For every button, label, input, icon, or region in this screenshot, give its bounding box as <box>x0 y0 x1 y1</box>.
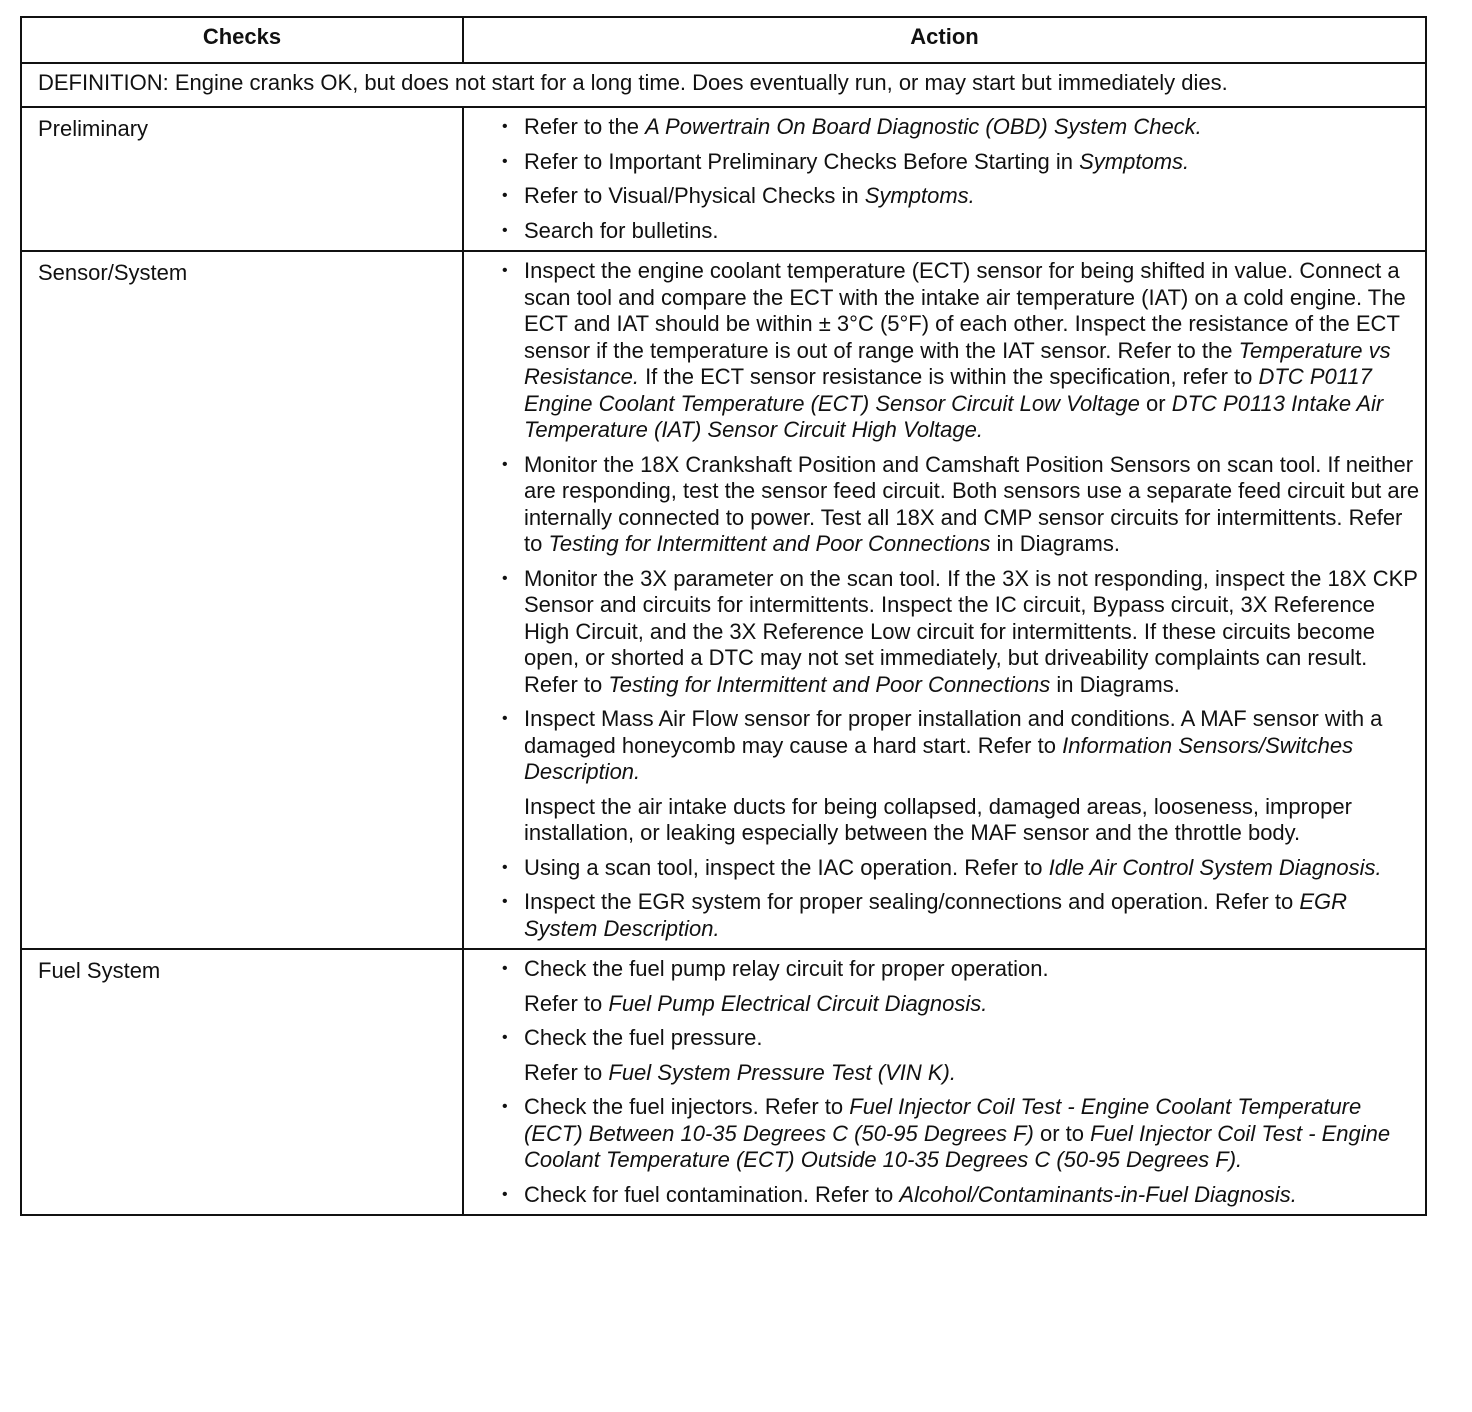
action-text: Refer to <box>524 1059 609 1085</box>
action-text: or <box>1139 390 1172 416</box>
action-paragraph <box>524 855 1423 882</box>
list-item <box>500 149 1423 176</box>
action-header: Action <box>463 17 1426 63</box>
action-text: Inspect Mass Air Flow sensor for proper installation and conditions. A MAF sensor with a damaged honeycomb may cause a hard start. Refer to <box>524 706 1383 758</box>
action-text: Inspect the air intake ducts for being collapsed, damaged areas, looseness, improper installation, or leaking especially between the MAF sensor and the throttle body. <box>524 793 1352 845</box>
action-paragraph <box>524 991 1423 1018</box>
bullet-icon: • <box>502 960 508 977</box>
action-paragraph <box>524 794 1423 847</box>
action-text: Check for fuel contamination. Refer to <box>524 1181 900 1207</box>
table-row <box>21 949 1426 1215</box>
list-item <box>500 855 1423 882</box>
reference-text: Information Sensors/Switches Description. <box>524 732 1354 784</box>
table-row <box>21 107 1426 251</box>
reference-text: A Powertrain On Board Diagnostic (OBD) System Check. <box>645 114 1202 139</box>
action-text: Monitor the 3X parameter on the scan tool. If the 3X is not responding, inspect the 18X CKP Sensor and circuits for intermittents. Inspect the IC circuit, Bypass circuit, 3X Reference High Circuit, and the 3X Reference Low circuit for intermittents. If these circuits become open, or shorted a DTC may not set immediately, but driveability complaints can result. Refer to <box>524 565 1418 697</box>
action-text: Refer to Visual/Physical Checks in <box>524 183 865 208</box>
list-item <box>500 1094 1423 1174</box>
reference-text: DTC P0117 Engine Coolant Temperature (ECT) Sensor Circuit Low Voltage <box>524 364 1372 416</box>
bullet-icon: • <box>502 1098 508 1115</box>
action-paragraph <box>524 566 1423 699</box>
action-text: Check the fuel pump relay circuit for proper operation. <box>524 956 1049 981</box>
bullet-icon: • <box>502 118 508 135</box>
action-paragraph <box>524 149 1423 176</box>
reference-text: EGR System Description. <box>524 889 1347 941</box>
bullet-icon: • <box>502 1029 508 1046</box>
action-paragraph <box>524 1182 1423 1209</box>
action-text: If the ECT sensor resistance is within the specification, refer to <box>638 364 1259 389</box>
action-paragraph <box>524 1094 1423 1174</box>
action-text: Check the fuel injectors. Refer to <box>524 1094 850 1119</box>
bullet-icon: • <box>502 710 508 727</box>
list-item <box>500 183 1423 210</box>
bullet-icon: • <box>502 858 508 876</box>
check-cell: Sensor/System <box>21 251 463 949</box>
list-item <box>500 889 1423 942</box>
action-text: Refer to <box>524 990 609 1016</box>
bullet-icon: • <box>502 455 508 473</box>
reference-text: Idle Air Control System Diagnosis. <box>1048 854 1382 880</box>
action-text: in Diagrams. <box>990 531 1120 556</box>
reference-text: Fuel Injector Coil Test - Engine Coolant Temperature (ECT) Outside 10-35 Degrees C (50-95 Degrees F). <box>524 1120 1391 1172</box>
diagnostic-table <box>20 16 1427 1216</box>
action-text: Inspect the engine coolant temperature (ECT) sensor for being shifted in value. Connect a scan tool and compare the ECT with the intake air temperature (IAT) on a cold engine. The ECT and IAT should be within ± 3°C (5°F) of each other. Inspect the resistance of the ECT sensor if the temperature is out of range with the IAT sensor. Refer to the <box>524 258 1406 363</box>
action-text: Using a scan tool, inspect the IAC operation. Refer to <box>524 854 1049 880</box>
list-item <box>500 114 1423 141</box>
bullet-icon: • <box>502 262 508 279</box>
list-item <box>500 452 1423 558</box>
action-paragraph <box>524 956 1423 983</box>
definition-text: DEFINITION: Engine cranks OK, but does not start for a long time. Does eventually run, or may start but immediately dies. <box>21 63 1426 107</box>
reference-text: Alcohol/Contaminants-in-Fuel Diagnosis. <box>899 1181 1297 1207</box>
bullet-icon: • <box>502 152 508 170</box>
action-text: or to <box>1033 1120 1091 1146</box>
bullet-icon: • <box>502 893 508 910</box>
check-cell: Fuel System <box>21 949 463 1215</box>
action-text: Inspect the EGR system for proper sealing/connections and operation. Refer to <box>524 889 1300 914</box>
definition-row <box>21 63 1426 107</box>
reference-text: Testing for Intermittent and Poor Connections <box>608 671 1051 697</box>
action-paragraph <box>524 1060 1423 1087</box>
reference-text: Symptoms. <box>1079 148 1190 174</box>
action-cell <box>463 949 1426 1215</box>
action-list <box>500 956 1423 1208</box>
action-list <box>500 258 1423 942</box>
list-item <box>500 1025 1423 1086</box>
action-cell <box>463 107 1426 251</box>
list-item <box>500 258 1423 444</box>
action-paragraph <box>524 218 1423 245</box>
reference-text: Symptoms. <box>864 183 975 208</box>
bullet-icon: • <box>502 187 508 204</box>
action-text: Refer to the <box>524 114 646 139</box>
bullet-icon: • <box>502 1185 508 1203</box>
reference-text: Testing for Intermittent and Poor Connections <box>548 531 991 556</box>
reference-text: DTC P0113 Intake Air Temperature (IAT) Sensor Circuit High Voltage. <box>524 390 1384 442</box>
action-cell <box>463 251 1426 949</box>
list-item <box>500 706 1423 847</box>
action-text: in Diagrams. <box>1050 671 1180 697</box>
action-paragraph <box>524 183 1423 210</box>
action-text: Check the fuel pressure. <box>524 1025 763 1050</box>
list-item <box>500 566 1423 699</box>
bullet-icon: • <box>502 569 508 587</box>
list-item <box>500 218 1423 245</box>
table-row <box>21 251 1426 949</box>
bullet-icon: • <box>502 221 508 239</box>
action-paragraph <box>524 258 1423 444</box>
action-paragraph <box>524 1025 1423 1052</box>
list-item <box>500 1182 1423 1209</box>
check-cell: Preliminary <box>21 107 463 251</box>
reference-text: Temperature vs Resistance. <box>524 337 1391 389</box>
action-paragraph <box>524 889 1423 942</box>
reference-text: Fuel Pump Electrical Circuit Diagnosis. <box>608 990 988 1016</box>
action-text: Search for bulletins. <box>524 217 719 243</box>
action-list <box>500 114 1423 244</box>
reference-text: Fuel System Pressure Test (VIN K). <box>608 1059 956 1085</box>
reference-text: Fuel Injector Coil Test - Engine Coolant Temperature (ECT) Between 10-35 Degrees C (50-95 Degrees F) <box>524 1094 1362 1146</box>
action-paragraph <box>524 452 1423 558</box>
action-paragraph <box>524 114 1423 141</box>
checks-header: Checks <box>21 17 463 63</box>
action-paragraph <box>524 706 1423 786</box>
header-row <box>21 17 1426 63</box>
list-item <box>500 956 1423 1017</box>
action-text: Refer to Important Preliminary Checks Before Starting in <box>524 148 1080 174</box>
action-text: Monitor the 18X Crankshaft Position and Camshaft Position Sensors on scan tool. If neither are responding, test the sensor feed circuit. Both sensors use a separate feed circuit but are internally connected to power. Test all 18X and CMP sensor circuits for intermittents. Refer to <box>524 451 1420 556</box>
